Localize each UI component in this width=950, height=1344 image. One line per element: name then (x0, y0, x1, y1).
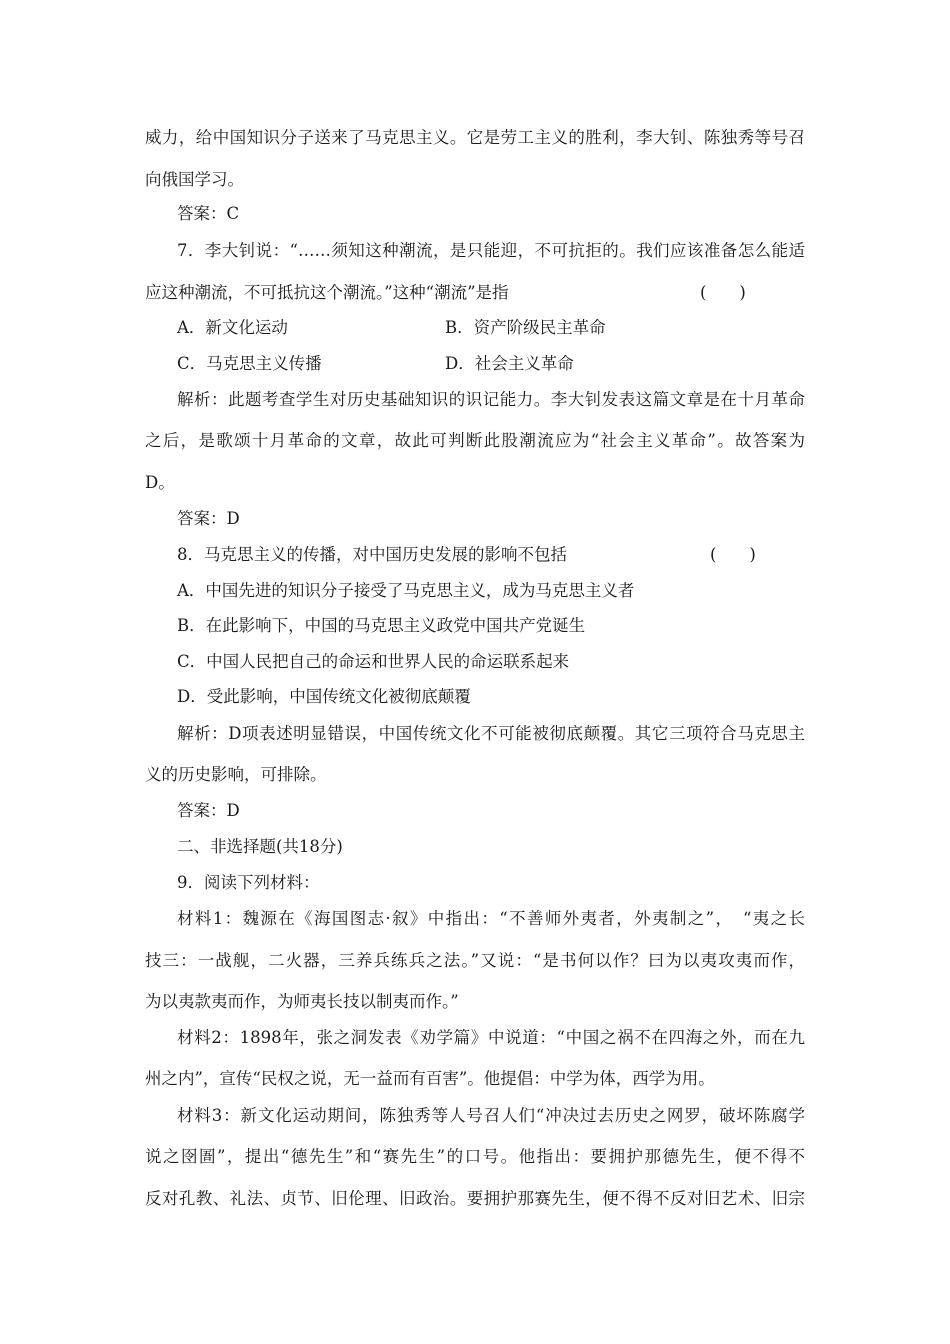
option-b: B．资产阶级民主革命 (445, 318, 606, 337)
option-c: C．中国人民把自己的命运和世界人民的命运联系起来 (177, 652, 570, 671)
material-line: 州之内”，宣传“民权之说，无一益而有百害”。他提倡：中学为体，西学为用。 (145, 1069, 715, 1088)
option-d: D．社会主义革命 (445, 354, 574, 373)
question-8-stem: 8．马克思主义的传播，对中国历史发展的影响不包括 (177, 545, 567, 564)
paragraph-line: 向俄国学习。 (145, 170, 244, 189)
explanation-line: 解析：此题考查学生对历史基础知识的识记能力。李大钊发表这篇文章是在十月革命 (177, 390, 805, 409)
explanation-line: D。 (145, 473, 175, 492)
material-line: 材料2：1898年，张之洞发表《劝学篇》中说道：“中国之祸不在四海之外，而在九 (177, 1028, 805, 1047)
option-b: B．在此影响下，中国的马克思主义政党中国共产党诞生 (177, 616, 586, 635)
material-line: 材料1：魏源在《海国图志·叙》中指出：“不善师外夷者，外夷制之”， “夷之长 (177, 909, 805, 928)
option-d: D．受此影响，中国传统文化被彻底颠覆 (177, 687, 471, 706)
material-line: 技三：一战舰，二火器，三养兵练兵之法。”又说：“是书何以作？曰为以夷攻夷而作， (145, 951, 805, 970)
explanation-line: 解析：D项表述明显错误，中国传统文化不可能被彻底颠覆。其它三项符合马克思主 (177, 724, 805, 743)
explanation-line: 之后，是歌颂十月革命的文章，故此可判断此股潮流应为“社会主义革命”。故答案为 (145, 431, 805, 450)
question-7-stem: 7．李大钊说：“……须知这种潮流，是只能迎，不可抗拒的。我们应该准备怎么能适 (177, 241, 805, 260)
question-7-stem-cont: 应这种潮流，不可抵抗这个潮流。”这种“潮流”是指 (145, 283, 509, 302)
answer-blank: ( ) (700, 283, 746, 302)
answer-line: 答案：C (177, 204, 240, 223)
material-line: 为以夷款夷而作，为师夷长技以制夷而作。” (145, 992, 459, 1011)
section-heading: 二、非选择题(共18分) (177, 837, 343, 856)
option-a: A．新文化运动 (177, 318, 288, 337)
answer-blank: ( ) (710, 545, 756, 564)
option-a: A．中国先进的知识分子接受了马克思主义，成为马克思主义者 (177, 581, 635, 600)
option-c: C．马克思主义传播 (177, 354, 322, 373)
answer-line: 答案：D (177, 509, 240, 528)
material-line: 材料3：新文化运动期间，陈独秀等人号召人们“冲决过去历史之网罗，破坏陈腐学 (177, 1106, 805, 1125)
answer-line: 答案：D (177, 801, 240, 820)
material-line: 反对孔教、礼法、贞节、旧伦理、旧政治。要拥护那赛先生，便不得不反对旧艺术、旧宗 (145, 1189, 805, 1208)
material-line: 说之囹圄”，提出“德先生”和“赛先生”的口号。他指出：要拥护那德先生，便不得不 (145, 1147, 805, 1166)
paragraph-line: 威力，给中国知识分子送来了马克思主义。它是劳工主义的胜利，李大钊、陈独秀等号召 (145, 128, 805, 147)
question-9-stem: 9．阅读下列材料： (177, 873, 320, 892)
explanation-line: 义的历史影响，可排除。 (145, 765, 327, 784)
